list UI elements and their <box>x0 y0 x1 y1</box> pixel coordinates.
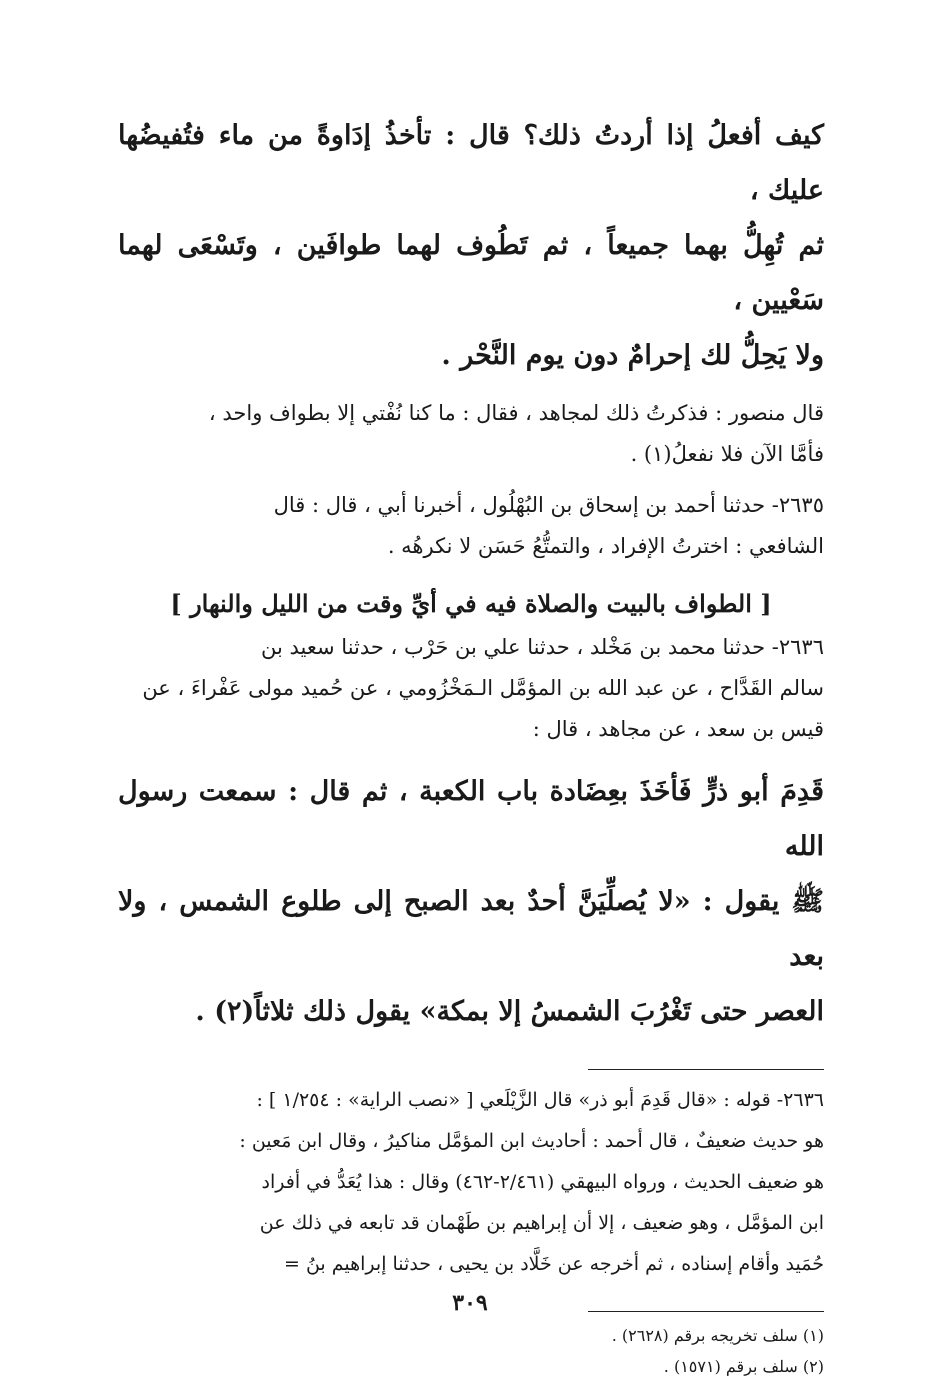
text-line: قال منصور : فذكرتُ ذلك لمجاهد ، فقال : ما كنا نُفْتي إلا بطواف واحد ، <box>208 401 824 425</box>
footnote-2: (٢) سلف برقم (١٥٧١) . <box>663 1357 824 1376</box>
footnote-1: (١) سلف تخريجه برقم (٢٦٢٨) . <box>611 1326 824 1345</box>
commentary-separator <box>588 1069 824 1070</box>
text-line: ابن المؤمَّل ، وهو ضعيف ، إلا أن إبراهيم بن طَهْمان قد تابعه في ذلك عن <box>259 1212 824 1234</box>
text-line: ٢٦٣٥- حدثنا أحمد بن إسحاق بن البُهْلُول ، أخبرنا أبي ، قال : قال <box>273 493 824 517</box>
text-line: ولا يَحِلُّ لك إحرامٌ دون يوم النَّحْر . <box>441 340 824 371</box>
hadith-2636-text <box>118 764 824 1039</box>
narration-mansur <box>118 393 824 475</box>
text-line: هو حديث ضعيفٌ ، قال أحمد : أحاديث ابن المؤمَّل مناكيرُ ، وقال ابن مَعين : <box>239 1130 824 1152</box>
text-line: قيس بن سعد ، عن مجاهد ، قال : <box>532 717 824 741</box>
text-line: سالم القَدَّاح ، عن عبد الله بن المؤمَّل الـمَخْزُومي ، عن حُميد مولى عَفْراءَ ، عن <box>142 676 824 700</box>
text-line: الشافعي : اخترتُ الإفراد ، والتمتُّعُ حَسَن لا نكرهُه . <box>387 534 824 558</box>
text-line: ٢٦٣٦- حدثنا محمد بن مَخْلد ، حدثنا علي بن حَرْب ، حدثنا سعيد بن <box>261 635 824 659</box>
page-number: ٣٠٩ <box>452 1290 488 1316</box>
text-line: قَدِمَ أبو ذرٍّ فَأخَذَ بعِضَادة باب الكعبة ، ثم قال : سمعت رسول الله <box>118 776 824 862</box>
footnotes <box>118 1320 824 1382</box>
text-line: ﷺ يقول : «لا يُصلِّيَنَّ أحدٌ بعد الصبح إلى طلوع الشمس ، ولا بعد <box>118 886 824 972</box>
text-line: كيف أفعلُ إذا أردتُ ذلك؟ قال : تأخذُ إدَاوةً من ماء فتُفيضُها عليك ، <box>118 120 824 206</box>
text-line: ثم تُهِلُّ بهما جميعاً ، ثم تَطُوف لهما طوافَين ، وتَسْعَى لهما سَعْيين ، <box>118 230 824 316</box>
hadith-2635 <box>118 485 824 567</box>
page-content <box>118 108 824 1382</box>
text-line: ٢٦٣٦- قوله : «قال قَدِمَ أبو ذر» قال الزَّيْلَعي [ «نصب الراية» : ١/٢٥٤ ] : <box>256 1089 824 1111</box>
text-line: العصر حتى تَغْرُبَ الشمسُ إلا بمكة» يقول ذلك ثلاثاً(٢) . <box>195 996 824 1027</box>
hadith-text-continuation <box>118 108 824 383</box>
text-line: فأمَّا الآن فلا نفعلُ(١) . <box>630 442 824 466</box>
text-line: حُمَيد وأقام إسناده ، ثم أخرجه عن خَلَّاد بن يحيى ، حدثنا إبراهيم بنُ = <box>284 1253 824 1275</box>
section-heading: [ الطواف بالبيت والصلاة فيه في أيِّ وقت من الليل والنهار ] <box>170 589 772 618</box>
commentary-block <box>118 1080 824 1285</box>
hadith-2636-chain <box>118 627 824 750</box>
text-line: هو ضعيف الحديث ، ورواه البيهقي (٢/٤٦١-٤٦٢) وقال : هذا يُعَدُّ في أفراد <box>261 1171 824 1193</box>
